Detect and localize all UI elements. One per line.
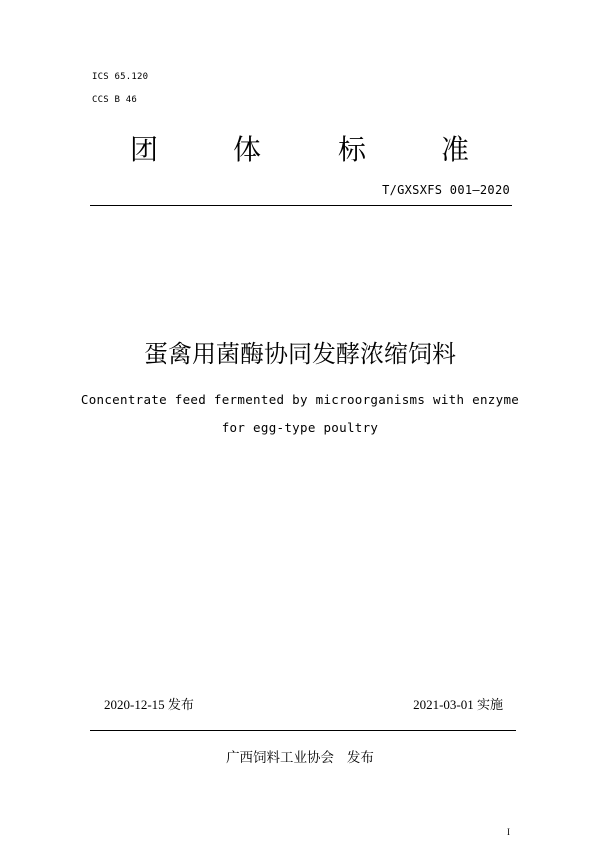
title-chinese: 蛋禽用菌酶协同发酵浓缩饲料 [144,340,456,368]
page-number: I [507,827,510,837]
implementation-date: 2021-03-01 实施 [413,697,503,712]
ccs-code: CCS B 46 [92,95,137,105]
footer-divider [90,730,516,731]
title-english-line-2: for egg-type poultry [221,420,379,435]
publisher: 广西饲料工业协会 发布 [226,750,374,766]
ics-code: ICS 65.120 [92,72,149,82]
standard-type-heading [0,132,600,168]
standard-number: T/GXSXFS 001—2020 [382,183,510,197]
standard-type-char: 准 [441,133,470,166]
standard-type-char: 标 [338,133,367,166]
standard-type-char: 体 [233,133,262,166]
issue-date: 2020-12-15 发布 [104,697,194,712]
header-divider [90,205,512,206]
title-english-line-1: Concentrate feed fermented by microorganisms with enzyme [80,392,520,407]
standard-type-char: 团 [130,133,159,166]
